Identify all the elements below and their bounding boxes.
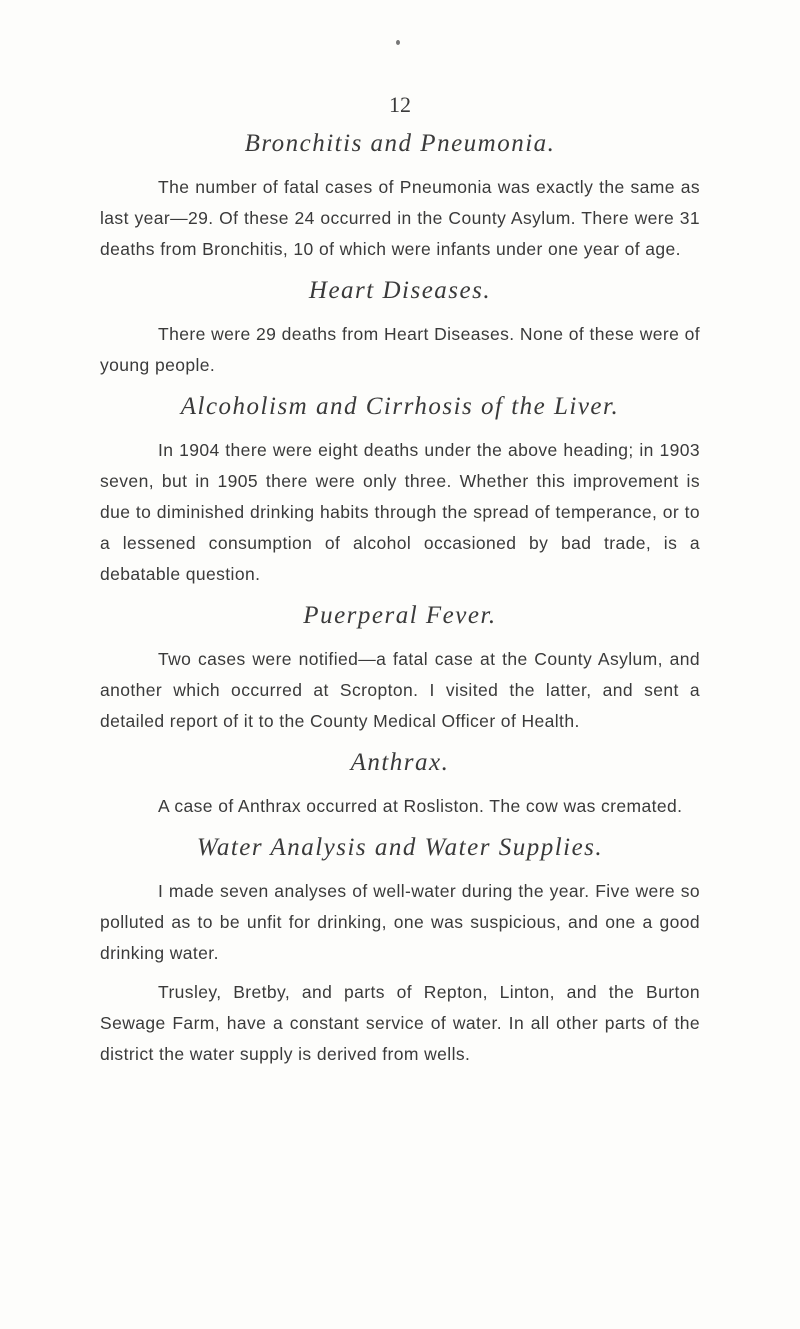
section-heading: Anthrax. bbox=[350, 749, 450, 776]
section-heading: Alcoholism and Cirrhosis of the Liver. bbox=[180, 393, 620, 420]
paragraph: In 1904 there were eight deaths under the above heading; in 1903 seven, but in 1905 there were only three. Whether this improvement is due to diminished drinking habits through the spread of temperance, or to a lessened consumption of alcohol occasioned by bad trade, is a debatable question. bbox=[100, 440, 700, 584]
page-number: 12 bbox=[389, 92, 411, 117]
section-puerperal-fever bbox=[100, 598, 700, 737]
paragraph: A case of Anthrax occurred at Rosliston. The cow was cremated. bbox=[158, 796, 683, 816]
section-heading: Puerperal Fever. bbox=[303, 602, 497, 629]
section-bronchitis-pneumonia bbox=[100, 126, 700, 265]
page-mark bbox=[396, 40, 400, 45]
section-heading: Heart Diseases. bbox=[308, 277, 492, 304]
section-anthrax bbox=[100, 745, 700, 822]
paragraph: Two cases were notified—a fatal case at the County Asylum, and another which occurred at Scropton. I visited the latter, and sent a detailed report of it to the County Medical Officer of Health. bbox=[100, 649, 700, 731]
paragraph: Trusley, Bretby, and parts of Repton, Linton, and the Burton Sewage Farm, have a constant service of water. In all other parts of the district the water supply is derived from wells. bbox=[100, 982, 700, 1064]
section-heading: Bronchitis and Pneumonia. bbox=[244, 130, 556, 157]
section-alcoholism-cirrhosis bbox=[100, 389, 700, 590]
document-page bbox=[100, 92, 700, 1078]
section-heading: Water Analysis and Water Supplies. bbox=[196, 834, 604, 861]
section-water-analysis bbox=[100, 830, 700, 1070]
section-heart-diseases bbox=[100, 273, 700, 381]
paragraph: I made seven analyses of well-water during the year. Five were so polluted as to be unfit for drinking, one was suspicious, and one a good drinking water. bbox=[100, 881, 700, 963]
paragraph: There were 29 deaths from Heart Diseases. None of these were of young people. bbox=[100, 324, 700, 375]
paragraph: The number of fatal cases of Pneumonia was exactly the same as last year—29. Of these 24 occurred in the County Asylum. There were 31 deaths from Bronchitis, 10 of which were infants under one year of age. bbox=[100, 177, 700, 259]
